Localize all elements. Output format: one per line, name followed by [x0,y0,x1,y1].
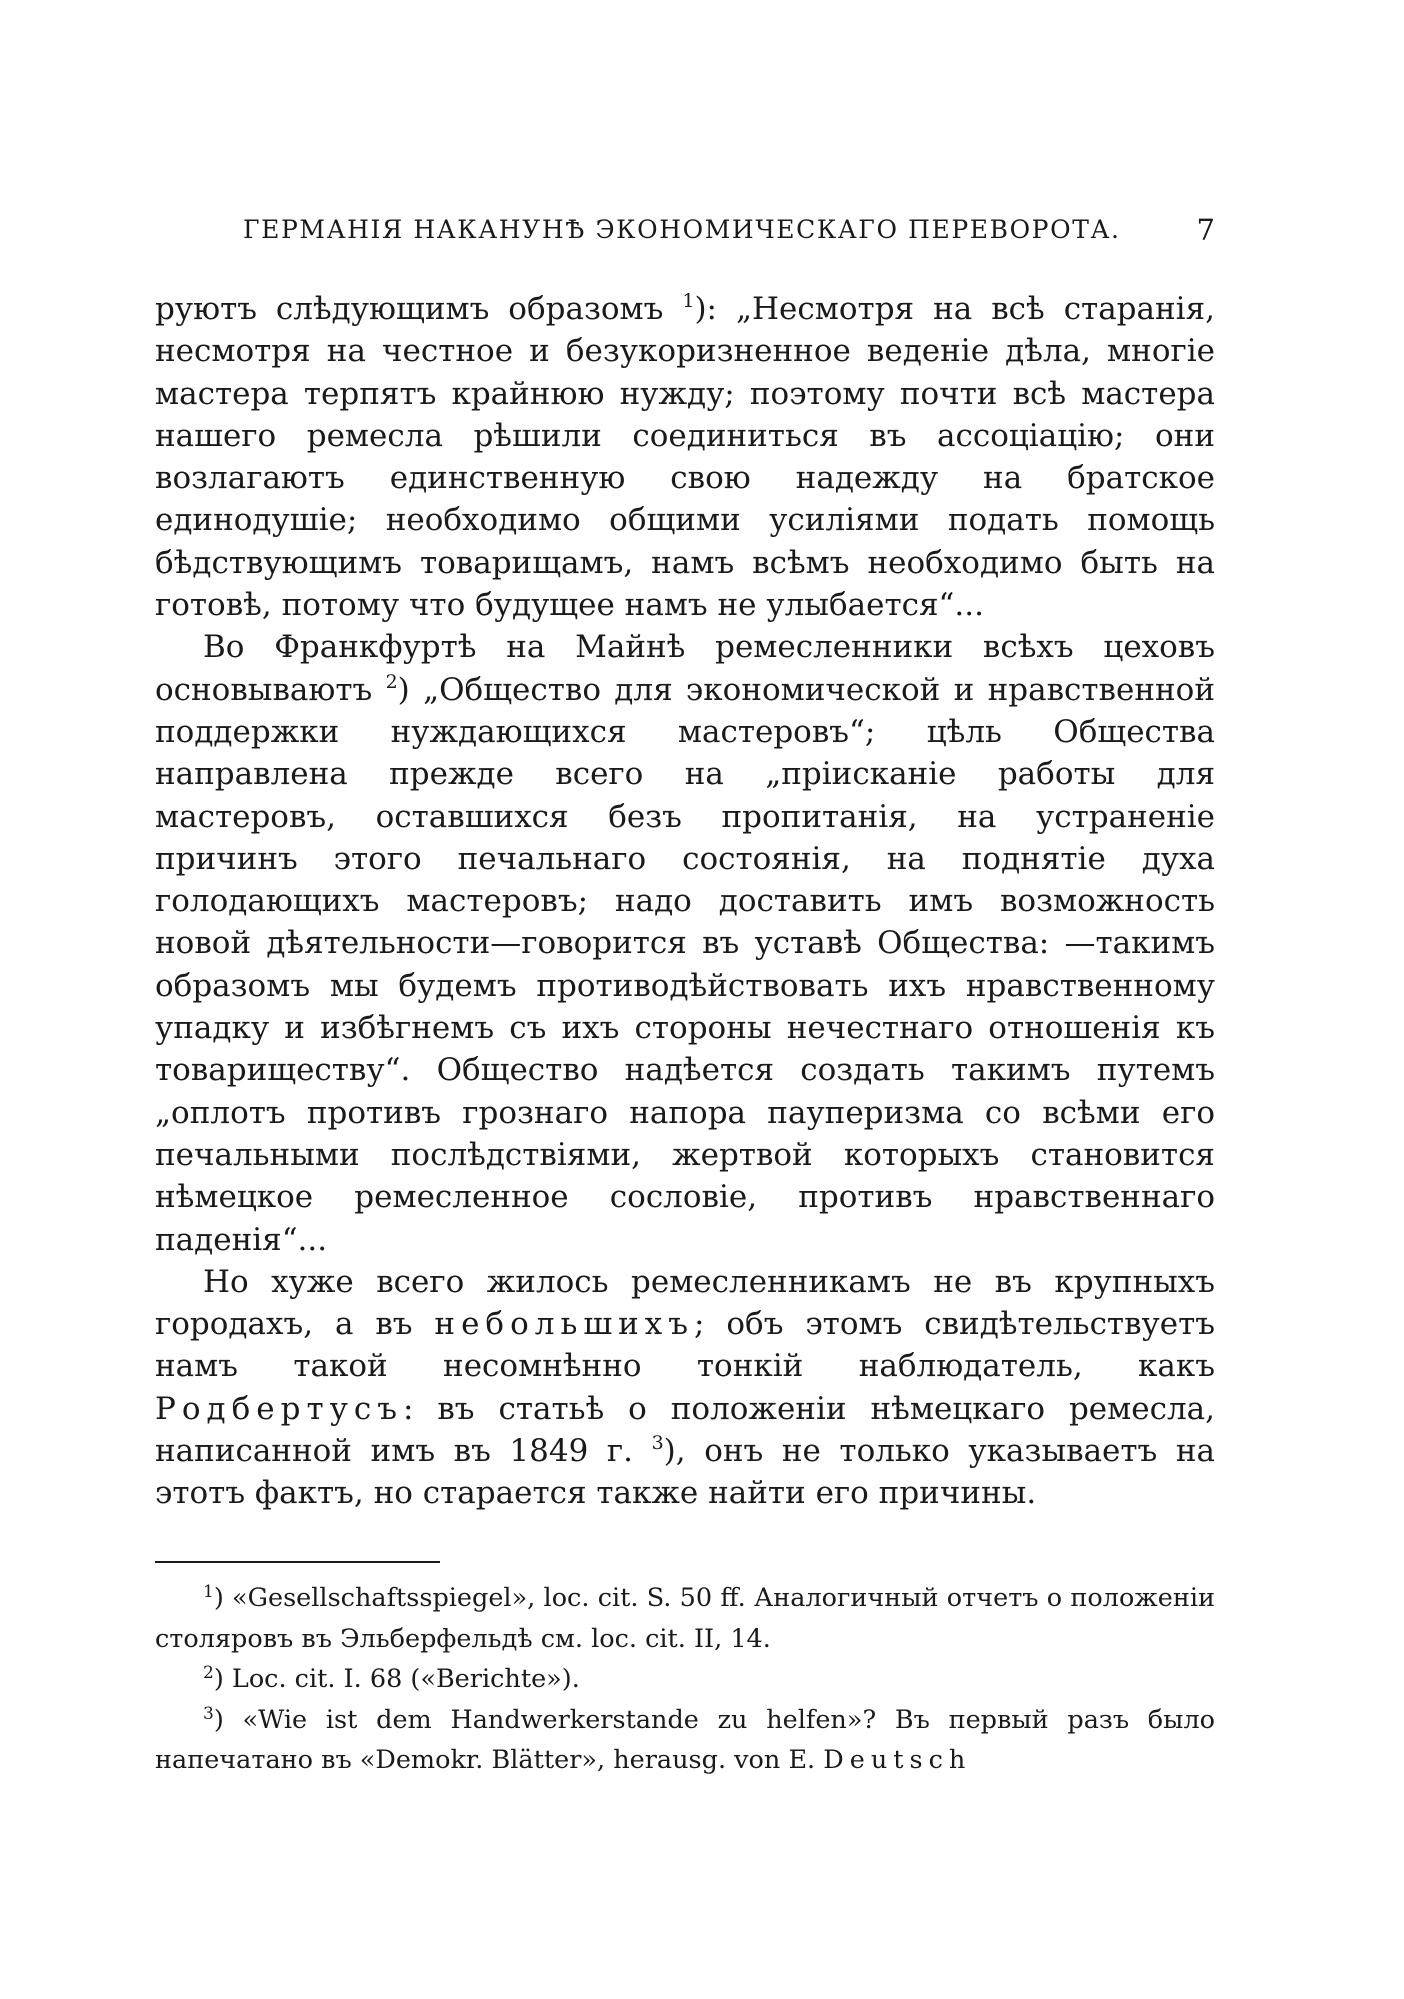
footnote-1-text: ) «Gesellschaftsspiegel», loc. cit. S. 50 ff. Аналогичный отчетъ о положеніи столяровъ въ Эльберфельдѣ см. loc. cit. II, 14. [155,1583,1215,1654]
footnote-3 [155,1700,1215,1781]
paragraph-1-text-b: ): „Несмотря на всѣ старанія, несмотря на честное и безукоризненное веденіе дѣла, многіе мастера терпятъ крайнюю нужду; поэтому почти всѣ мастера нашего ремесла рѣшили соединиться въ ассоціацію; они возлагаютъ единственную свою надежду на братское единодушіе; необходимо общими усиліями подать помощь бѣдствующимъ товарищамъ, намъ всѣмъ необходимо быть на готовѣ, потому что будущее намъ не улыбается“... [155,291,1215,624]
paragraph-3-text-c: : въ статьѣ о положеніи нѣмецкаго ремесла, написанной имъ въ 1849 г. [155,1390,1215,1470]
footnote-3-emphasis-deutsch: Deutsch [823,1745,972,1775]
footnote-1 [155,1578,1215,1659]
footnote-ref-3: 3 [651,1432,664,1455]
paragraph-1-text-a: руютъ слѣдующимъ образомъ [155,291,683,327]
paragraph-2 [155,626,1215,1260]
paragraph-3-text-b: ; объ этомъ свидѣтельствуетъ намъ такой несомнѣнно тонкій наблюдатель, какъ [155,1306,1215,1385]
footnote-2-mark: 2 [203,1663,214,1683]
footnote-ref-2: 2 [385,670,398,693]
footnote-3-mark: 3 [203,1703,214,1724]
paragraph-2-text-a: Во Франкфуртѣ на Майнѣ ремесленники всѣхъ цеховъ основываютъ [155,629,1215,708]
paragraph-3-text-a: Но хуже всего жилось ремесленникамъ не въ крупныхъ городахъ, а въ [155,1263,1215,1343]
body-text [155,288,1215,1515]
footnote-2-text: ) Loc. cit. I. 68 («Berichte»). [213,1664,580,1694]
footnote-rule [155,1561,440,1563]
running-title: ГЕРМАНІЯ НАКАНУНѢ ЭКОНОМИЧЕСКАГО ПЕРЕВОРОТА. [243,215,1121,244]
paragraph-3 [155,1261,1215,1515]
footnote-3-text-a: ) «Wie ist dem Handwerkerstande zu helfen»? Въ первый разъ было напечатано въ «Demokr. Blätter», herausg. von E. [155,1704,1215,1775]
footnotes [155,1578,1215,1781]
emphasis-small-towns: небольшихъ [434,1306,695,1343]
paragraph-3-text-d: ), онъ не только указываетъ на этотъ фактъ, но старается также найти его причины. [155,1433,1215,1512]
emphasis-rodbertus: Родбертусъ [155,1390,403,1427]
paragraph-2-text-b: ) „Общество для экономической и нравственной поддержки нуждающихся мастеровъ“; цѣль Общества направлена прежде всего на „пріисканіе работы для мастеровъ, оставшихся безъ пропитанія, на устраненіе причинъ этого печальнаго состоянія, на поднятіе духа голодающихъ мастеровъ; надо доставить имъ возможность новой дѣятельности—говорится въ уставѣ Общества: —такимъ образомъ мы будемъ противодѣйствовать ихъ нравственному упадку и избѣгнемъ съ ихъ стороны нечестнаго отношенія къ товариществу“. Общество надѣется создать такимъ путемъ „оплотъ противъ грознаго напора пауперизма со всѣми его печальными послѣдствіями, жертвой которыхъ становится нѣмецкое ремесленное сословіе, противъ нравственнаго паденія“... [155,671,1215,1258]
page-number: 7 [1196,213,1215,247]
footnote-2 [155,1659,1215,1700]
footnote-1-mark: 1 [203,1582,214,1602]
footnote-ref-1: 1 [682,290,695,312]
paragraph-1 [155,288,1215,626]
running-header [155,215,1215,251]
